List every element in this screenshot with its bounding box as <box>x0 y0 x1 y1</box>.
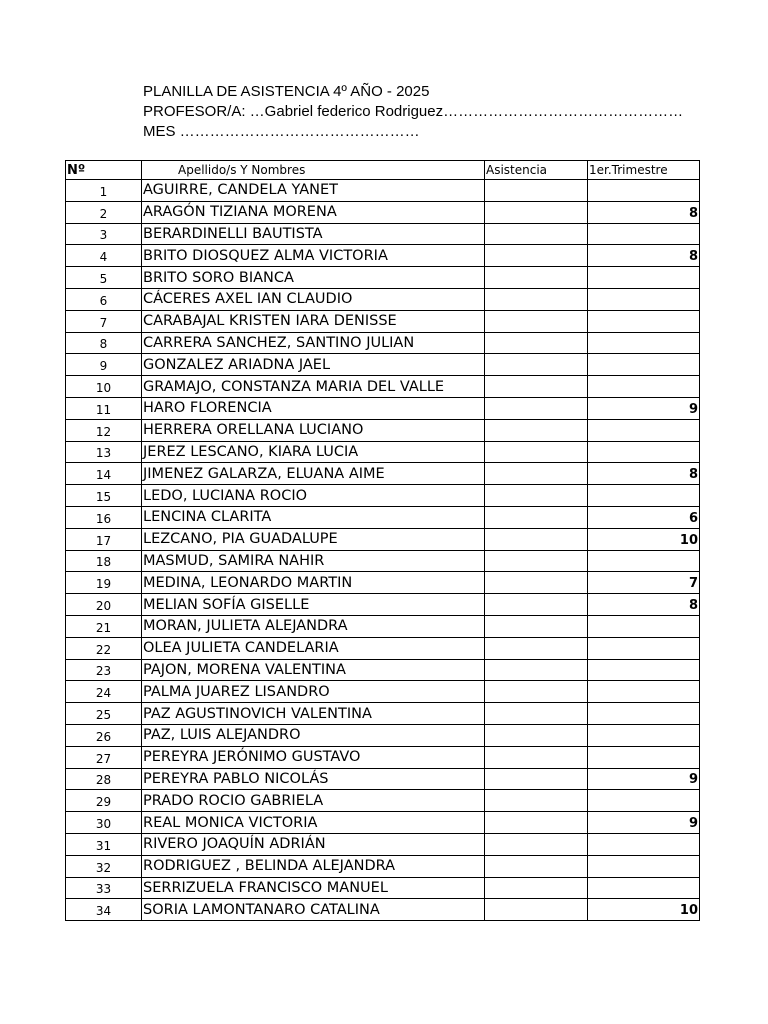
grade-cell: 10 <box>588 899 700 921</box>
grade-cell <box>588 833 700 855</box>
table-row <box>66 812 700 834</box>
attendance-cell <box>485 790 588 812</box>
grade-cell <box>588 441 700 463</box>
table-row <box>66 419 700 441</box>
attendance-table <box>65 160 700 921</box>
table-row <box>66 506 700 528</box>
student-name: SERRIZUELA FRANCISCO MANUEL <box>142 877 485 899</box>
student-name: MASMUD, SAMIRA NAHIR <box>142 550 485 572</box>
row-number: 7 <box>66 310 142 332</box>
row-number: 2 <box>66 201 142 223</box>
attendance-cell <box>485 659 588 681</box>
attendance-cell <box>485 463 588 485</box>
table-row <box>66 550 700 572</box>
table-row <box>66 594 700 616</box>
row-number: 30 <box>66 812 142 834</box>
column-header-names: Apellido/s Y Nombres <box>142 161 485 180</box>
table-row <box>66 245 700 267</box>
grade-cell <box>588 615 700 637</box>
student-name: SORIA LAMONTANARO CATALINA <box>142 899 485 921</box>
attendance-cell <box>485 833 588 855</box>
grade-cell <box>588 550 700 572</box>
column-header-number: Nº <box>66 161 142 180</box>
attendance-cell <box>485 746 588 768</box>
grade-cell <box>588 376 700 398</box>
row-number: 31 <box>66 833 142 855</box>
table-row <box>66 332 700 354</box>
student-name: PRADO ROCIO GABRIELA <box>142 790 485 812</box>
student-name: PEREYRA PABLO NICOLÁS <box>142 768 485 790</box>
attendance-cell <box>485 506 588 528</box>
grade-cell <box>588 681 700 703</box>
table-row <box>66 877 700 899</box>
row-number: 13 <box>66 441 142 463</box>
grade-cell: 10 <box>588 528 700 550</box>
table-row <box>66 703 700 725</box>
attendance-cell <box>485 637 588 659</box>
student-name: OLEA JULIETA CANDELARIA <box>142 637 485 659</box>
student-name: BRITO SORO BIANCA <box>142 267 485 289</box>
teacher-line: PROFESOR/A: …Gabriel federico Rodriguez………………………………………… <box>143 103 684 120</box>
attendance-cell <box>485 419 588 441</box>
grade-cell: 7 <box>588 572 700 594</box>
attendance-cell <box>485 615 588 637</box>
student-name: BRITO DIOSQUEZ ALMA VICTORIA <box>142 245 485 267</box>
row-number: 15 <box>66 485 142 507</box>
column-header-attendance: Asistencia <box>485 161 588 180</box>
table-row <box>66 180 700 202</box>
table-row <box>66 572 700 594</box>
row-number: 14 <box>66 463 142 485</box>
attendance-cell <box>485 877 588 899</box>
row-number: 10 <box>66 376 142 398</box>
attendance-cell <box>485 703 588 725</box>
attendance-cell <box>485 768 588 790</box>
student-name: PAZ, LUIS ALEJANDRO <box>142 724 485 746</box>
row-number: 6 <box>66 288 142 310</box>
row-number: 9 <box>66 354 142 376</box>
student-name: ARAGÓN TIZIANA MORENA <box>142 201 485 223</box>
student-name: LEDO, LUCIANA ROCIO <box>142 485 485 507</box>
attendance-cell <box>485 310 588 332</box>
student-name: GRAMAJO, CONSTANZA MARIA DEL VALLE <box>142 376 485 398</box>
attendance-cell <box>485 812 588 834</box>
table-row <box>66 724 700 746</box>
grade-cell <box>588 419 700 441</box>
student-name: PAJON, MORENA VALENTINA <box>142 659 485 681</box>
row-number: 32 <box>66 855 142 877</box>
attendance-cell <box>485 441 588 463</box>
table-row <box>66 528 700 550</box>
student-name: GONZALEZ ARIADNA JAEL <box>142 354 485 376</box>
attendance-cell <box>485 528 588 550</box>
row-number: 17 <box>66 528 142 550</box>
table-row <box>66 790 700 812</box>
grade-cell <box>588 855 700 877</box>
table-row <box>66 463 700 485</box>
table-row <box>66 441 700 463</box>
grade-cell <box>588 485 700 507</box>
grade-cell <box>588 288 700 310</box>
attendance-cell <box>485 594 588 616</box>
table-row <box>66 899 700 921</box>
grade-cell <box>588 637 700 659</box>
grade-cell <box>588 724 700 746</box>
grade-cell: 8 <box>588 201 700 223</box>
student-name: LEZCANO, PIA GUADALUPE <box>142 528 485 550</box>
student-name: PAZ AGUSTINOVICH VALENTINA <box>142 703 485 725</box>
grade-cell <box>588 790 700 812</box>
grade-cell: 9 <box>588 812 700 834</box>
table-row <box>66 201 700 223</box>
table-row <box>66 768 700 790</box>
grade-cell: 8 <box>588 594 700 616</box>
student-name: RIVERO JOAQUÍN ADRIÁN <box>142 833 485 855</box>
row-number: 21 <box>66 615 142 637</box>
attendance-cell <box>485 681 588 703</box>
student-name: MELIAN SOFÍA GISELLE <box>142 594 485 616</box>
student-name: REAL MONICA VICTORIA <box>142 812 485 834</box>
attendance-cell <box>485 724 588 746</box>
row-number: 18 <box>66 550 142 572</box>
student-name: CARABAJAL KRISTEN IARA DENISSE <box>142 310 485 332</box>
attendance-cell <box>485 332 588 354</box>
table-row <box>66 615 700 637</box>
attendance-cell <box>485 855 588 877</box>
student-name: JIMENEZ GALARZA, ELUANA AIME <box>142 463 485 485</box>
row-number: 33 <box>66 877 142 899</box>
student-name: AGUIRRE, CANDELA YANET <box>142 180 485 202</box>
table-row <box>66 397 700 419</box>
row-number: 26 <box>66 724 142 746</box>
table-row <box>66 833 700 855</box>
grade-cell: 6 <box>588 506 700 528</box>
attendance-cell <box>485 376 588 398</box>
grade-cell <box>588 223 700 245</box>
student-name: CÁCERES AXEL IAN CLAUDIO <box>142 288 485 310</box>
row-number: 12 <box>66 419 142 441</box>
attendance-cell <box>485 245 588 267</box>
row-number: 4 <box>66 245 142 267</box>
row-number: 1 <box>66 180 142 202</box>
table-row <box>66 354 700 376</box>
table-row <box>66 659 700 681</box>
grade-cell <box>588 703 700 725</box>
table-row <box>66 288 700 310</box>
table-row <box>66 485 700 507</box>
attendance-cell <box>485 223 588 245</box>
table-row <box>66 746 700 768</box>
attendance-cell <box>485 180 588 202</box>
attendance-cell <box>485 288 588 310</box>
grade-cell <box>588 310 700 332</box>
table-row <box>66 376 700 398</box>
row-number: 5 <box>66 267 142 289</box>
student-name: RODRIGUEZ , BELINDA ALEJANDRA <box>142 855 485 877</box>
grade-cell <box>588 267 700 289</box>
attendance-cell <box>485 899 588 921</box>
grade-cell: 9 <box>588 768 700 790</box>
row-number: 20 <box>66 594 142 616</box>
table-row <box>66 855 700 877</box>
table-row <box>66 223 700 245</box>
grade-cell <box>588 332 700 354</box>
table-body <box>66 180 700 921</box>
attendance-cell <box>485 550 588 572</box>
table-row <box>66 267 700 289</box>
row-number: 19 <box>66 572 142 594</box>
student-name: CARRERA SANCHEZ, SANTINO JULIAN <box>142 332 485 354</box>
row-number: 22 <box>66 637 142 659</box>
student-name: PALMA JUAREZ LISANDRO <box>142 681 485 703</box>
student-name: PEREYRA JERÓNIMO GUSTAVO <box>142 746 485 768</box>
row-number: 24 <box>66 681 142 703</box>
attendance-cell <box>485 485 588 507</box>
row-number: 25 <box>66 703 142 725</box>
student-name: HARO FLORENCIA <box>142 397 485 419</box>
table-row <box>66 637 700 659</box>
sheet-title: PLANILLA DE ASISTENCIA 4º AÑO - 2025 <box>143 83 430 100</box>
row-number: 34 <box>66 899 142 921</box>
grade-cell: 9 <box>588 397 700 419</box>
row-number: 16 <box>66 506 142 528</box>
student-name: JEREZ LESCANO, KIARA LUCIA <box>142 441 485 463</box>
student-name: BERARDINELLI BAUTISTA <box>142 223 485 245</box>
row-number: 29 <box>66 790 142 812</box>
student-name: MORAN, JULIETA ALEJANDRA <box>142 615 485 637</box>
grade-cell <box>588 659 700 681</box>
attendance-cell <box>485 354 588 376</box>
attendance-cell <box>485 267 588 289</box>
student-name: LENCINA CLARITA <box>142 506 485 528</box>
attendance-cell <box>485 201 588 223</box>
month-line: MES ………………………………………… <box>143 123 420 140</box>
row-number: 28 <box>66 768 142 790</box>
row-number: 3 <box>66 223 142 245</box>
column-header-first-trimester: 1er.Trimestre <box>588 161 700 180</box>
row-number: 27 <box>66 746 142 768</box>
grade-cell <box>588 746 700 768</box>
grade-cell <box>588 877 700 899</box>
grade-cell <box>588 180 700 202</box>
row-number: 8 <box>66 332 142 354</box>
table-header-row <box>66 161 700 180</box>
table-row <box>66 310 700 332</box>
student-name: MEDINA, LEONARDO MARTIN <box>142 572 485 594</box>
grade-cell: 8 <box>588 245 700 267</box>
attendance-cell <box>485 572 588 594</box>
row-number: 23 <box>66 659 142 681</box>
attendance-cell <box>485 397 588 419</box>
row-number: 11 <box>66 397 142 419</box>
grade-cell: 8 <box>588 463 700 485</box>
document-header <box>143 82 683 142</box>
grade-cell <box>588 354 700 376</box>
table-row <box>66 681 700 703</box>
student-name: HERRERA ORELLANA LUCIANO <box>142 419 485 441</box>
